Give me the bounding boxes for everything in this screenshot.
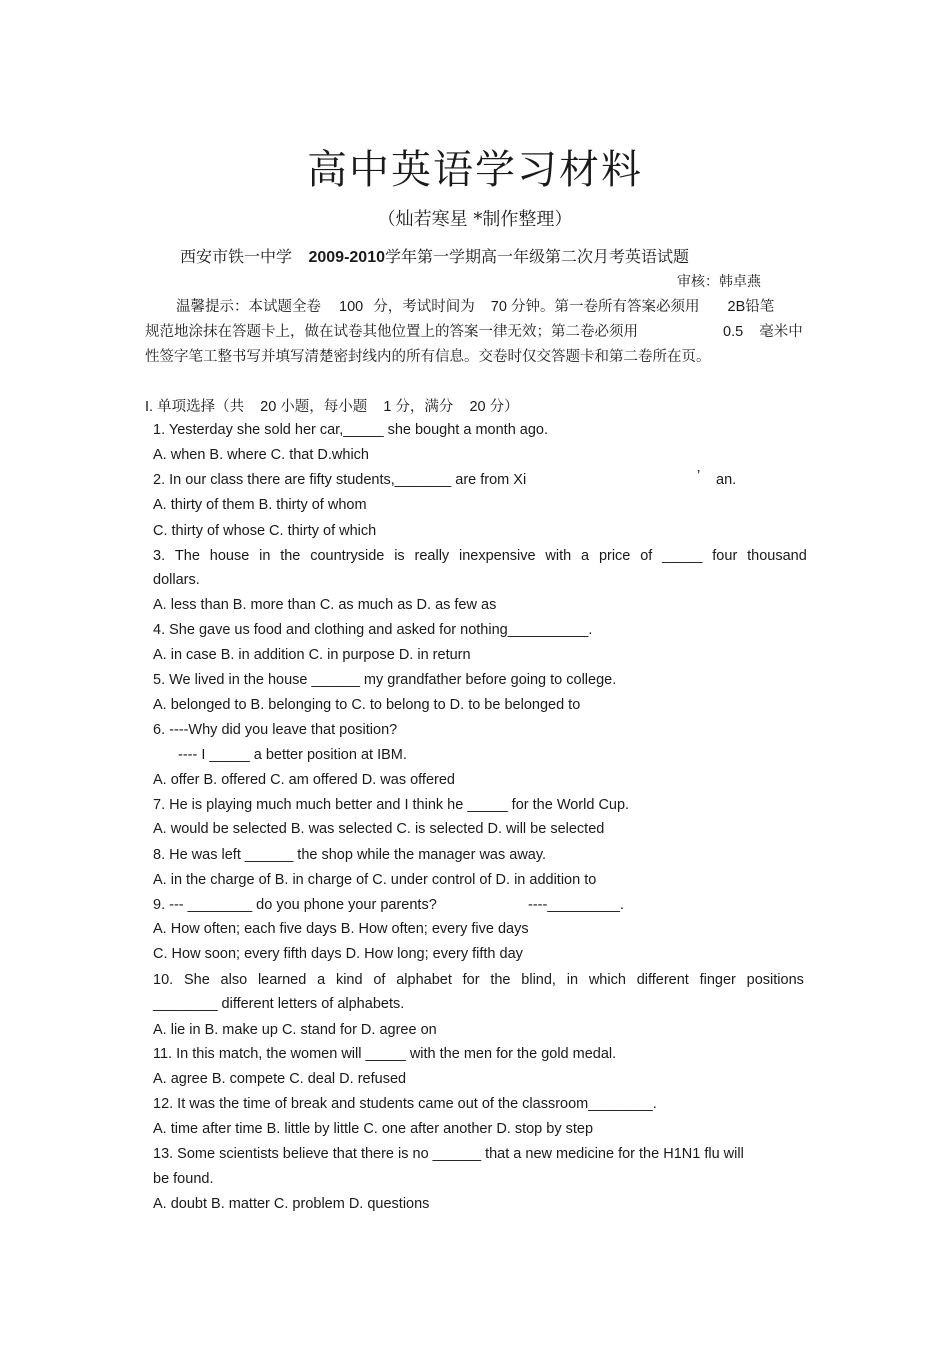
notice-line-2 — [145, 320, 638, 341]
notice-text: 分，考试时间为 — [373, 299, 475, 315]
question-3-word: four — [712, 548, 738, 564]
question-4-options: A. in case B. in addition C. in purpose D. in return — [153, 647, 471, 663]
notice-score: 100 — [339, 299, 364, 315]
question-10-word: for — [462, 972, 480, 988]
question-5: 5. We lived in the house ______ my grandfather before going to college. — [153, 672, 617, 688]
question-10-word: finger — [699, 972, 736, 988]
notice-pencil: 2B — [727, 299, 746, 315]
question-3-word: price — [598, 548, 631, 564]
notice-line-3: 性签字笔工整书写并填写清楚密封线内的所有信息。交卷时仅交答题卡和第二卷所在页。 — [145, 349, 711, 365]
section-text: 小题，每小题 — [280, 399, 368, 415]
page-subtitle: （灿若寒星 *制作整理） — [377, 209, 573, 230]
question-10-word: 10. — [153, 972, 174, 988]
question-2-apostrophe: ’ — [697, 468, 701, 484]
question-9-answer: ----_________. — [528, 897, 624, 913]
notice-text: 铅笔 — [745, 299, 775, 315]
notice-time: 70 — [490, 299, 507, 315]
question-9: 9. --- ________ do you phone your parents? — [153, 897, 437, 913]
question-3-word: really — [414, 548, 450, 564]
question-9-options-2: C. How soon; every fifth days D. How long; every fifth day — [153, 946, 523, 962]
question-10-word: a — [317, 972, 326, 988]
section-count: 20 — [260, 399, 277, 415]
question-3-options: A. less than B. more than C. as much as D. as few as — [153, 597, 497, 613]
question-10-word: positions — [746, 972, 804, 988]
question-11: 11. In this match, the women will _____ with the men for the gold medal. — [153, 1046, 617, 1062]
question-2-options-1: A. thirty of them B. thirty of whom — [153, 497, 367, 513]
question-10-word: alphabet — [396, 972, 452, 988]
question-3-word: inexpensive — [459, 548, 536, 564]
question-10-word: learned — [257, 972, 307, 988]
question-7: 7. He is playing much much better and I think he _____ for the World Cup. — [153, 797, 630, 813]
question-10-word: blind, — [521, 972, 556, 988]
exam-title — [180, 244, 689, 267]
question-9-options-1: A. How often; each five days B. How often; every five days — [153, 921, 529, 937]
notice-line-2-end — [723, 320, 803, 341]
question-6-line-2: ---- I _____ a better position at IBM. — [178, 747, 407, 763]
question-3-word: a — [581, 548, 590, 564]
question-5-options: A. belonged to B. belonging to C. to belong to D. to be belonged to — [153, 697, 581, 713]
question-3-word: with — [545, 548, 572, 564]
question-2-options-2: C. thirty of whose C. thirty of which — [153, 523, 377, 539]
exam-title-year: 2009-2010 — [308, 249, 385, 266]
question-3-line-2: dollars. — [153, 572, 200, 588]
section-points: 1 — [383, 399, 392, 415]
section-heading — [145, 395, 519, 416]
question-2-end: an. — [716, 472, 737, 488]
exam-title-school: 西安市铁一中学 — [180, 249, 293, 266]
question-6-options: A. offer B. offered C. am offered D. was offered — [153, 772, 455, 788]
question-10-line-2: ________ different letters of alphabets. — [153, 996, 405, 1012]
notice-line-1 — [176, 295, 774, 316]
question-3-word: house — [209, 548, 250, 564]
notice-pen-size: 0.5 — [723, 324, 744, 340]
section-total: 20 — [469, 399, 486, 415]
exam-title-rest: 学年第一学期高一年级第二次月考英语试题 — [384, 249, 689, 266]
notice-text: 温馨提示：本试题全卷 — [176, 299, 321, 315]
question-3-word: in — [259, 548, 271, 564]
question-10-options: A. lie in B. make up C. stand for D. agree on — [153, 1022, 437, 1038]
question-11-options: A. agree B. compete C. deal D. refused — [153, 1071, 407, 1087]
question-4: 4. She gave us food and clothing and asked for nothing__________. — [153, 622, 593, 638]
question-10-word: different — [636, 972, 689, 988]
section-number: I. — [145, 399, 154, 415]
question-10-word: which — [588, 972, 626, 988]
question-10-word: the — [490, 972, 511, 988]
question-13: 13. Some scientists believe that there is no ______ that a new medicine for the H1N1 flu will — [153, 1146, 744, 1162]
question-3-word: 3. — [153, 548, 166, 564]
question-3 — [153, 548, 807, 564]
question-1: 1. Yesterday she sold her car,_____ she bought a month ago. — [153, 422, 549, 438]
question-10-word: in — [566, 972, 579, 988]
section-text: 分，满分 — [395, 399, 454, 415]
notice-text: 规范地涂抹在答题卡上，做在试卷其他位置上的答案一律无效；第二卷必须用 — [145, 324, 638, 340]
reviewer: 审核：韩卓燕 — [677, 273, 761, 289]
question-3-word: countryside — [310, 548, 385, 564]
question-1-options: A. when B. where C. that D.which — [153, 447, 369, 463]
section-text: 分） — [489, 399, 519, 415]
question-3-word: The — [174, 548, 200, 564]
question-6: 6. ----Why did you leave that position? — [153, 722, 398, 738]
question-3-word: thousand — [747, 548, 807, 564]
question-13-options: A. doubt B. matter C. problem D. questions — [153, 1196, 430, 1212]
question-13-line-2: be found. — [153, 1171, 214, 1187]
question-3-word: _____ — [662, 548, 703, 564]
question-8: 8. He was left ______ the shop while the manager was away. — [153, 847, 547, 863]
question-8-options: A. in the charge of B. in charge of C. under control of D. in addition to — [153, 872, 597, 888]
question-10-word: kind — [335, 972, 363, 988]
notice-text: 毫米中 — [759, 324, 803, 340]
question-10-word: She — [183, 972, 210, 988]
question-2: 2. In our class there are fifty students,_______ are from Xi — [153, 472, 527, 488]
question-12-options: A. time after time B. little by little C. one after another D. stop by step — [153, 1121, 594, 1137]
question-3-word: is — [394, 548, 405, 564]
notice-text: 分钟。第一卷所有答案必须用 — [510, 299, 700, 315]
question-10-word: of — [373, 972, 386, 988]
question-3-word: of — [640, 548, 653, 564]
question-7-options: A. would be selected B. was selected C. is selected D. will be selected — [153, 821, 605, 837]
page-title: 高中英语学习材料 — [307, 147, 643, 193]
question-10-word: also — [220, 972, 248, 988]
question-10 — [153, 972, 804, 988]
question-12: 12. It was the time of break and students came out of the classroom________. — [153, 1096, 657, 1112]
question-3-word: the — [280, 548, 301, 564]
section-text: 单项选择（共 — [157, 399, 245, 415]
